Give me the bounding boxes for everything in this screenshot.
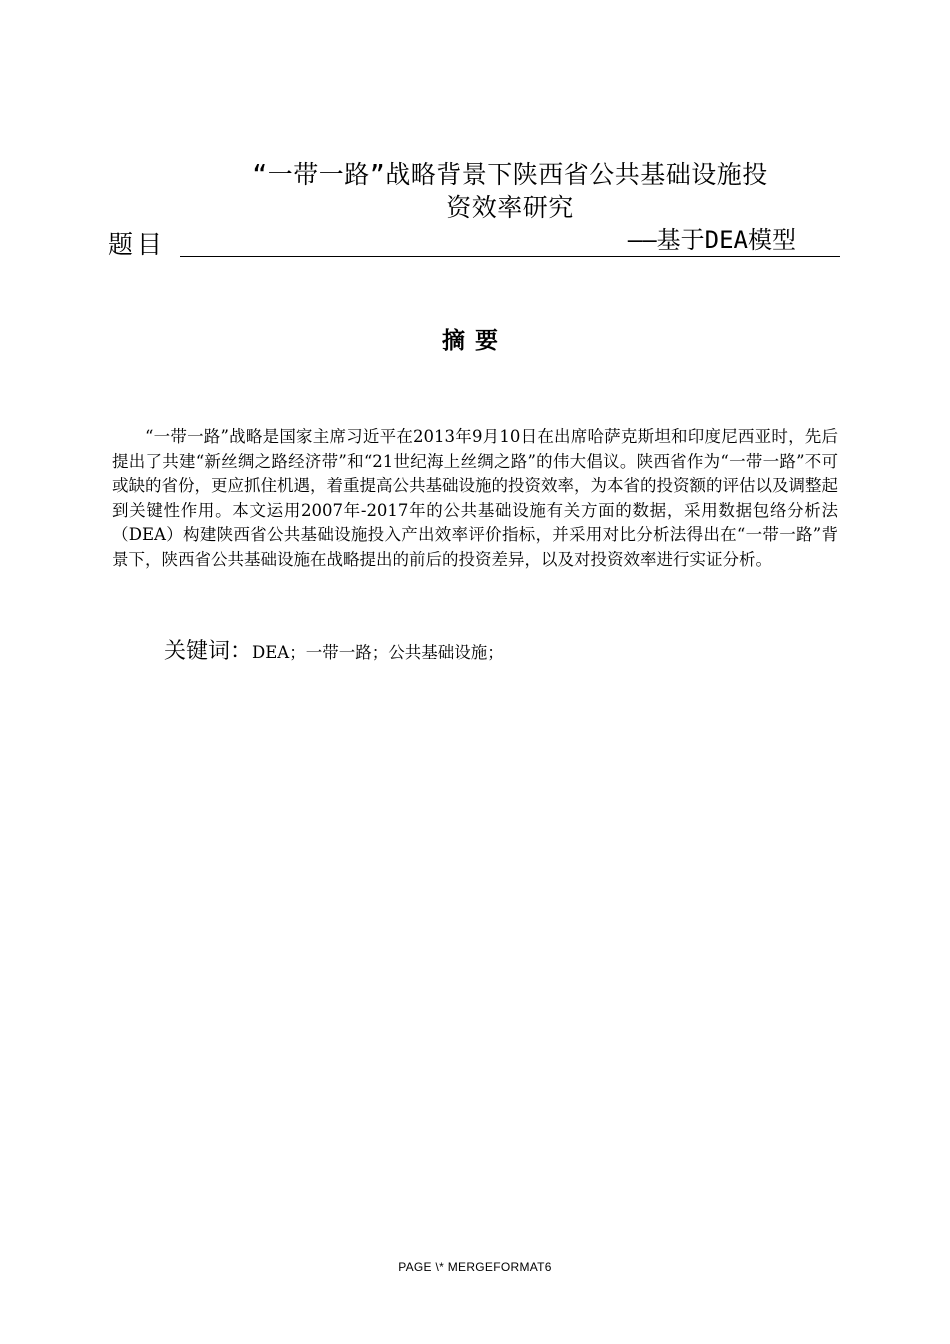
page-footer: PAGE \* MERGEFORMAT6 (398, 1260, 552, 1274)
thesis-title (180, 158, 840, 224)
title-underline-field (180, 224, 840, 257)
keywords-line (164, 634, 504, 665)
title-label: 题目 (108, 230, 167, 259)
keywords-label: 关键词： (164, 639, 253, 664)
keywords-value: DEA；一带一路；公共基础设施； (252, 643, 504, 662)
abstract-body: “一带一路”战略是国家主席习近平在2013年9月10日在出席哈萨克斯坦和印度尼西亚时，先后提出了共建“新丝绸之路经济带”和“21世纪海上丝绸之路”的伟大倡议。陕西省作为“一带一路”不可或缺的省份，更应抓住机遇，着重提高公共基础设施的投资效率，为本省的投资额的评估以及调整起到关键性作用。本文运用2007年-2017年的公共基础设施有关方面的数据，采用数据包络分析法（DEA）构建陕西省公共基础设施投入产出效率评价指标，并采用对比分析法得出在“一带一路”背景下，陕西省公共基础设施在战略提出的前后的投资差异，以及对投资效率进行实证分析。 (112, 427, 838, 569)
title-line-2: 资效率研究 (446, 193, 574, 222)
title-subtitle: ——基于DEA模型 (627, 226, 796, 254)
abstract-heading: 摘要 (442, 328, 508, 354)
title-line-1: “一带一路”战略背景下陕西省公共基础设施投 (252, 160, 768, 189)
